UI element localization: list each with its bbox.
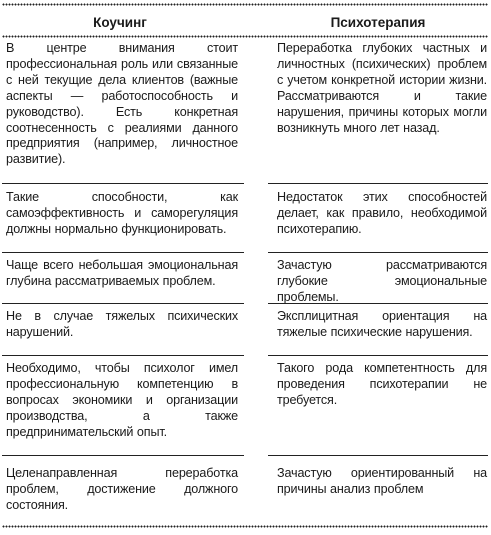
- table-row-6-coaching: Целенаправленная переработка проблем, достижение должного состояния.: [6, 466, 238, 512]
- column-header-psychotherapy: Психотерапия: [330, 15, 426, 30]
- column-gutter: [244, 251, 268, 254]
- table-row-3-coaching: Чаще всего небольшая эмоциональная глубина рассматриваемых проблем.: [6, 258, 238, 288]
- column-header-coaching: Коучинг: [93, 15, 147, 30]
- column-gutter: [244, 302, 268, 305]
- header-dotted-rule: [2, 35, 488, 39]
- table-row-2-coaching: Такие способности, как самоэффективность и саморегуляция должны нормально функционировать.: [6, 190, 238, 236]
- top-dotted-rule: [2, 3, 488, 7]
- table-row-1-psychotherapy: Переработка глубоких частных и личностных (психических) проблем с учетом конкретной истории жизни. Рассматриваются и такие нарушения, причины которых могли возникнуть много лет назад.: [277, 41, 487, 135]
- table-row-4-psychotherapy: Эксплицитная ориентация на тяжелые психические нарушения.: [277, 309, 487, 339]
- table-row-3-psychotherapy: Зачастую рассматриваются глубокие эмоциональные проблемы.: [277, 258, 487, 304]
- table-row-5-coaching: Необходимо, чтобы психолог имел профессиональную компетенцию в вопросах экономики и организации производства, а также предпринимательский опыт.: [6, 361, 238, 439]
- bottom-dotted-rule: [2, 525, 488, 529]
- column-gutter: [244, 454, 268, 457]
- table-row-2-psychotherapy: Недостаток этих способностей делает, как правило, необходимой психотерапию.: [277, 190, 487, 236]
- table-row-4-coaching: Не в случае тяжелых психических нарушений.: [6, 309, 238, 339]
- column-gutter: [244, 182, 268, 185]
- table-row-1-coaching: В центре внимания стоит профессиональная роль или связанные с ней текущие дела клиентов (важные аспекты — работоспособность и руководство). Есть конкретная соотнесенность с реалиями данного предприятия (например, личностное развитие).: [6, 41, 238, 167]
- column-gutter: [244, 354, 268, 357]
- table-row-6-psychotherapy: Зачастую ориентированный на причины анализ проблем: [277, 466, 487, 496]
- table-row-5-psychotherapy: Такого рода компетентность для проведения психотерапии не требуется.: [277, 361, 487, 407]
